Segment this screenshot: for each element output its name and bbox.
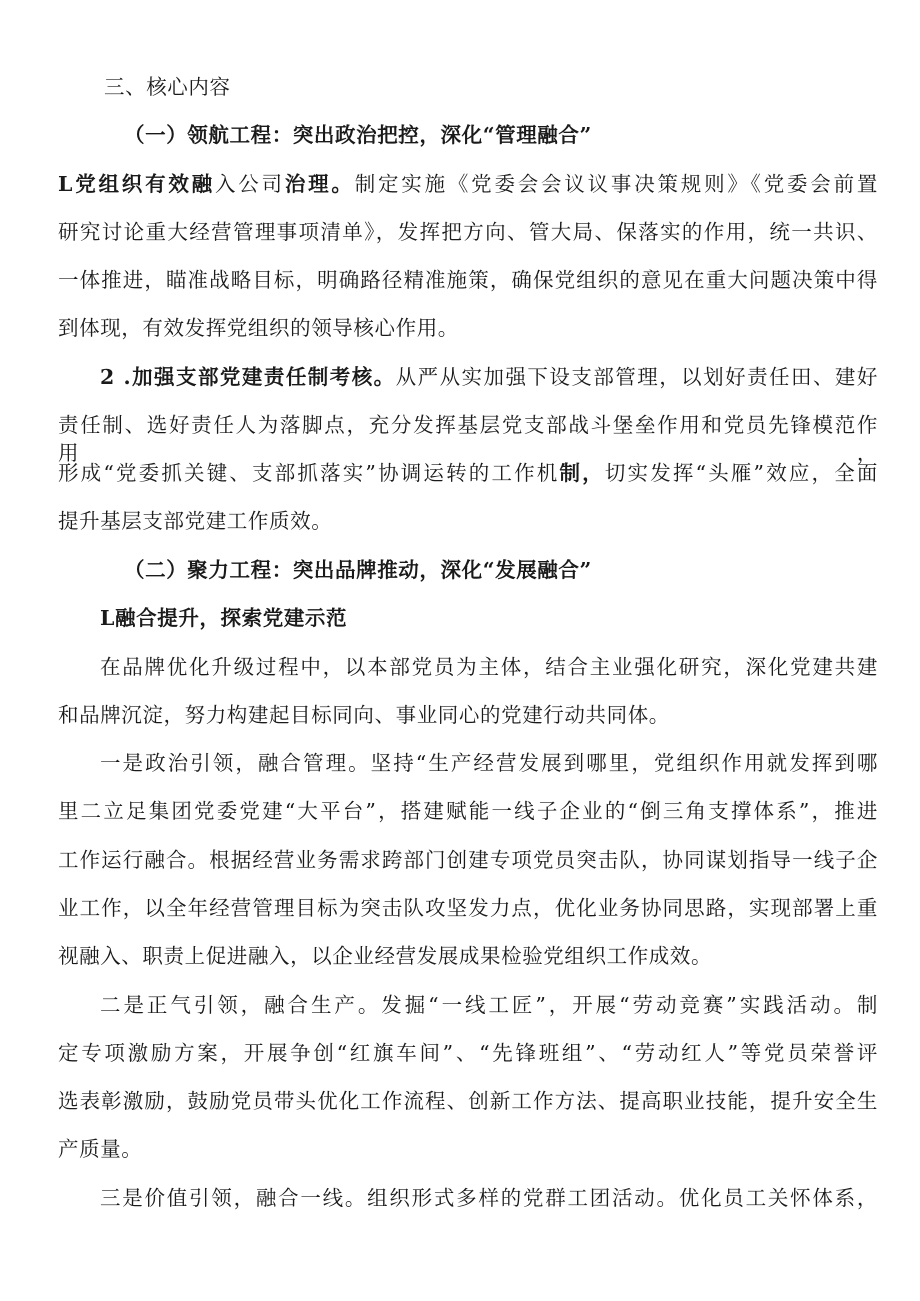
sub2-para2-line2: 里二立足集团党委党建“大平台”，搭建赋能一线子企业的“倒三角支撑体系”，推进 — [58, 799, 878, 823]
sub1-item1-line4: 到体现，有效发挥党组织的领导核心作用。 — [58, 316, 459, 340]
sub1-item1-line2: 研究讨论重大经营管理事项清单》，发挥把方向、管大局、保落实的作用，统一共识、 — [58, 220, 878, 244]
sub2-para3-line4: 产质量。 — [58, 1137, 143, 1161]
sub2-para2-line5: 视融入、职责上促进融入，以企业经营发展成果检验党组织工作成效。 — [58, 944, 713, 968]
sub1-item2-line3-b: 制， — [559, 461, 605, 485]
sub2-para1-line1: 在品牌优化升级过程中，以本部党员为主体，结合主业强化研究，深化党建共建 — [100, 655, 878, 679]
sub2-para3-line2: 定专项激励方案，开展争创“红旗车间”、“先锋班组”、“劳动红人”等党员荣誉评 — [58, 1041, 878, 1065]
sub1-item2-line3 — [58, 459, 878, 487]
sub1-item1-line1-rest: 制定实施《党委会会议议事决策规则》《党委会前置 — [354, 172, 878, 196]
sub1-item2-line3-c: 切实发挥“头雁”效应，全面 — [604, 461, 879, 485]
sub2-heading: （二）聚力工程：突出品牌推动，深化“发展融合” — [124, 558, 592, 582]
sub1-item1-line1 — [58, 170, 878, 198]
sub1-item2-line3-a: 形成“党委抓关键、支部抓落实”协调运转的工作机 — [58, 461, 560, 485]
sub1-item2-line1-rest: 从严从实加强下设支部管理，以划好责任田、建好 — [395, 365, 878, 389]
sub1-heading: （一）领航工程：突出政治把控，深化“管理融合” — [124, 123, 592, 147]
sub2-item1-title: L融合提升，探索党建示范 — [100, 606, 348, 630]
section-title: 三、核心内容 — [104, 75, 231, 99]
sub1-item2-line2: 责任制、选好责任人为落脚点，充分发挥基层党支部战斗堡垒作用和党员先锋模范作用， — [58, 413, 878, 465]
sub2-para1-line2: 和品牌沉淀，努力构建起目标同向、事业同心的党建行动共同体。 — [58, 703, 670, 727]
sub2-para3-line1: 二是正气引领，融合生产。发掘“一线工匠”，开展“劳动竞赛”实践活动。制 — [100, 993, 878, 1017]
sub2-para3-line3: 选表彰激励，鼓励党员带头优化工作流程、创新工作方法、提高职业技能，提升安全生 — [58, 1089, 878, 1113]
sub1-item1-lead-plain: 入公司 — [214, 172, 285, 196]
sub1-item1-lead-b: 治理。 — [284, 172, 355, 196]
sub2-para4-line1: 三是价值引领，融合一线。组织形式多样的党群工团活动。优化员工关怀体系， — [100, 1186, 878, 1210]
sub1-item2-lead: 2 .加强支部党建责任制考核。 — [100, 365, 396, 389]
sub2-para2-line4: 业工作，以全年经营管理目标为突击队攻坚发力点，优化业务协同思路，实现部署上重 — [58, 896, 878, 920]
sub1-item1-line3: 一体推进，瞄准战略目标，明确路径精准施策，确保党组织的意见在重大问题决策中得 — [58, 268, 878, 292]
sub1-item1-lead-a: L党组织有效融 — [58, 172, 215, 196]
sub1-item2-line1 — [100, 363, 878, 391]
sub1-item2-line4: 提升基层支部党建工作质效。 — [58, 509, 333, 533]
sub2-para2-line3: 工作运行融合。根据经营业务需求跨部门创建专项党员突击队，协同谋划指导一线子企 — [58, 848, 878, 872]
sub2-para2-line1: 一是政治引领，融合管理。坚持“生产经营发展到哪里，党组织作用就发挥到哪 — [100, 751, 878, 775]
